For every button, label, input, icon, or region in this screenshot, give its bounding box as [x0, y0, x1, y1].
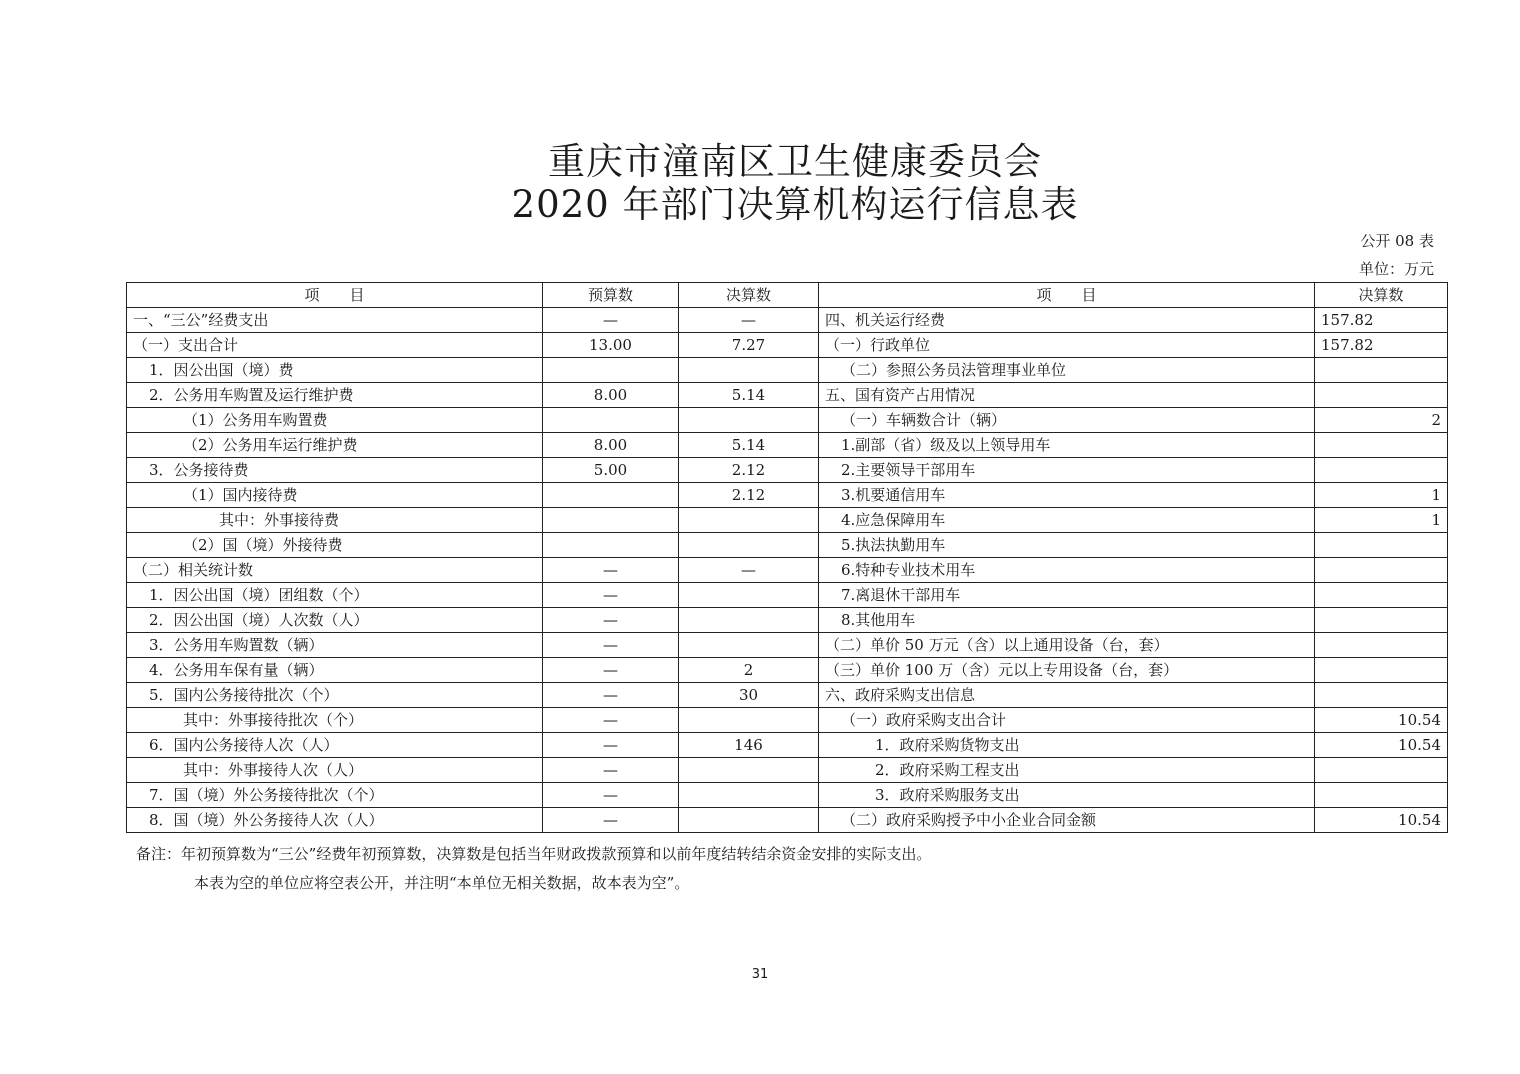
- row-item-left: （2）公务用车运行维护费: [127, 433, 543, 458]
- row-final-right: [1315, 683, 1448, 708]
- row-final-right: [1315, 783, 1448, 808]
- row-item-left: 3．公务用车购置数（辆）: [127, 633, 543, 658]
- table-row: [127, 733, 1448, 758]
- row-budget: [543, 533, 679, 558]
- row-final-right: 157.82: [1315, 333, 1448, 358]
- row-final-left: [679, 608, 819, 633]
- header-final-right: 决算数: [1315, 283, 1448, 308]
- row-item-left: （1）国内接待费: [127, 483, 543, 508]
- row-final-left: 5.14: [679, 383, 819, 408]
- row-item-right: 3．政府采购服务支出: [819, 783, 1315, 808]
- row-item-left: 其中：外事接待批次（个）: [127, 708, 543, 733]
- table-row: [127, 408, 1448, 433]
- row-final-right: [1315, 558, 1448, 583]
- row-final-right: [1315, 433, 1448, 458]
- row-final-right: [1315, 533, 1448, 558]
- row-final-right: 10.54: [1315, 708, 1448, 733]
- header-final-left: 决算数: [679, 283, 819, 308]
- table-body: [127, 308, 1448, 833]
- row-final-right: [1315, 608, 1448, 633]
- row-final-left: 7.27: [679, 333, 819, 358]
- row-final-right: [1315, 633, 1448, 658]
- row-final-right: [1315, 458, 1448, 483]
- row-budget: —: [543, 608, 679, 633]
- table-row: [127, 558, 1448, 583]
- row-final-right: 10.54: [1315, 808, 1448, 833]
- row-final-left: [679, 633, 819, 658]
- row-final-left: —: [679, 308, 819, 333]
- document-title-line1: 重庆市潼南区卫生健康委员会: [548, 140, 1042, 183]
- row-item-right: （一）车辆数合计（辆）: [819, 408, 1315, 433]
- row-budget: [543, 508, 679, 533]
- row-item-left: 2．因公出国（境）人次数（人）: [127, 608, 543, 633]
- row-final-right: [1315, 383, 1448, 408]
- table-row: [127, 458, 1448, 483]
- row-budget: —: [543, 658, 679, 683]
- row-final-left: [679, 408, 819, 433]
- row-item-right: 六、政府采购支出信息: [819, 683, 1315, 708]
- row-final-left: [679, 758, 819, 783]
- row-item-right: 3.机要通信用车: [819, 483, 1315, 508]
- row-final-left: 5.14: [679, 433, 819, 458]
- row-item-left: 3．公务接待费: [127, 458, 543, 483]
- row-item-left: 一、“三公”经费支出: [127, 308, 543, 333]
- header-item-left: 项 目: [127, 283, 543, 308]
- table-code: 公开 08 表: [1360, 232, 1434, 250]
- row-item-right: 4.应急保障用车: [819, 508, 1315, 533]
- header-budget: 预算数: [543, 283, 679, 308]
- row-item-left: （一）支出合计: [127, 333, 543, 358]
- row-item-right: （二）政府采购授予中小企业合同金额: [819, 808, 1315, 833]
- row-final-right: [1315, 758, 1448, 783]
- row-budget: [543, 408, 679, 433]
- row-budget: —: [543, 758, 679, 783]
- table-row: [127, 383, 1448, 408]
- row-final-left: 2.12: [679, 458, 819, 483]
- row-final-right: [1315, 658, 1448, 683]
- row-final-right: 2: [1315, 408, 1448, 433]
- table-row: [127, 708, 1448, 733]
- row-final-right: 1: [1315, 483, 1448, 508]
- table-row: [127, 583, 1448, 608]
- row-budget: 8.00: [543, 383, 679, 408]
- row-item-left: 8．国（境）外公务接待人次（人）: [127, 808, 543, 833]
- row-item-right: （三）单价 100 万（含）元以上专用设备（台，套）: [819, 658, 1315, 683]
- table-row: [127, 683, 1448, 708]
- header-item-right: 项 目: [819, 283, 1315, 308]
- row-item-left: 1．因公出国（境）团组数（个）: [127, 583, 543, 608]
- row-item-right: 1.副部（省）级及以上领导用车: [819, 433, 1315, 458]
- row-item-left: 6．国内公务接待人次（人）: [127, 733, 543, 758]
- table-header-row: [127, 283, 1448, 308]
- page-number: 31: [751, 967, 769, 982]
- row-item-right: 7.离退休干部用车: [819, 583, 1315, 608]
- row-item-left: （二）相关统计数: [127, 558, 543, 583]
- document-title-line2: 2020 年部门决算机构运行信息表: [511, 183, 1079, 226]
- table-row: [127, 633, 1448, 658]
- table-row: [127, 433, 1448, 458]
- row-final-left: [679, 808, 819, 833]
- table-row: [127, 758, 1448, 783]
- note-line-1: 备注：年初预算数为“三公”经费年初预算数，决算数是包括当年财政拨款预算和以前年度结转结余资金安排的实际支出。: [136, 845, 932, 863]
- row-item-left: （1）公务用车购置费: [127, 408, 543, 433]
- row-item-right: （一）政府采购支出合计: [819, 708, 1315, 733]
- row-item-right: 五、国有资产占用情况: [819, 383, 1315, 408]
- row-budget: —: [543, 683, 679, 708]
- row-item-right: 2.主要领导干部用车: [819, 458, 1315, 483]
- note-line-2: 本表为空的单位应将空表公开，并注明“本单位无相关数据，故本表为空”。: [194, 874, 690, 892]
- row-final-left: 2.12: [679, 483, 819, 508]
- row-budget: —: [543, 558, 679, 583]
- row-budget: —: [543, 733, 679, 758]
- row-final-left: [679, 708, 819, 733]
- row-final-right: 1: [1315, 508, 1448, 533]
- row-budget: —: [543, 808, 679, 833]
- row-budget: 13.00: [543, 333, 679, 358]
- row-item-left: 2．公务用车购置及运行维护费: [127, 383, 543, 408]
- row-item-right: （一）行政单位: [819, 333, 1315, 358]
- row-budget: —: [543, 633, 679, 658]
- table-row: [127, 358, 1448, 383]
- row-budget: —: [543, 308, 679, 333]
- row-budget: 8.00: [543, 433, 679, 458]
- row-final-left: [679, 358, 819, 383]
- row-final-right: [1315, 583, 1448, 608]
- table-row: [127, 533, 1448, 558]
- row-item-left: 4．公务用车保有量（辆）: [127, 658, 543, 683]
- row-final-left: [679, 533, 819, 558]
- row-item-right: 1．政府采购货物支出: [819, 733, 1315, 758]
- table-row: [127, 508, 1448, 533]
- table-row: [127, 308, 1448, 333]
- row-budget: 5.00: [543, 458, 679, 483]
- row-item-right: 6.特种专业技术用车: [819, 558, 1315, 583]
- row-item-right: 四、机关运行经费: [819, 308, 1315, 333]
- row-final-left: [679, 508, 819, 533]
- row-final-right: 10.54: [1315, 733, 1448, 758]
- row-budget: [543, 358, 679, 383]
- row-final-left: 146: [679, 733, 819, 758]
- operations-info-table: [126, 282, 1448, 833]
- row-item-left: 1．因公出国（境）费: [127, 358, 543, 383]
- row-item-left: 7．国（境）外公务接待批次（个）: [127, 783, 543, 808]
- row-budget: [543, 483, 679, 508]
- table-row: [127, 783, 1448, 808]
- row-budget: —: [543, 708, 679, 733]
- row-final-left: [679, 783, 819, 808]
- table-row: [127, 658, 1448, 683]
- row-item-left: （2）国（境）外接待费: [127, 533, 543, 558]
- table-row: [127, 808, 1448, 833]
- row-item-left: 其中：外事接待费: [127, 508, 543, 533]
- row-item-right: 2．政府采购工程支出: [819, 758, 1315, 783]
- table-row: [127, 608, 1448, 633]
- row-final-right: 157.82: [1315, 308, 1448, 333]
- unit-label: 单位：万元: [1358, 260, 1434, 278]
- row-item-right: （二）参照公务员法管理事业单位: [819, 358, 1315, 383]
- row-final-left: 2: [679, 658, 819, 683]
- row-final-left: 30: [679, 683, 819, 708]
- table-row: [127, 333, 1448, 358]
- row-final-left: [679, 583, 819, 608]
- row-budget: —: [543, 783, 679, 808]
- row-budget: —: [543, 583, 679, 608]
- row-item-right: 5.执法执勤用车: [819, 533, 1315, 558]
- row-final-right: [1315, 358, 1448, 383]
- row-item-left: 5．国内公务接待批次（个）: [127, 683, 543, 708]
- table-row: [127, 483, 1448, 508]
- row-final-left: —: [679, 558, 819, 583]
- row-item-right: （二）单价 50 万元（含）以上通用设备（台，套）: [819, 633, 1315, 658]
- row-item-right: 8.其他用车: [819, 608, 1315, 633]
- row-item-left: 其中：外事接待人次（人）: [127, 758, 543, 783]
